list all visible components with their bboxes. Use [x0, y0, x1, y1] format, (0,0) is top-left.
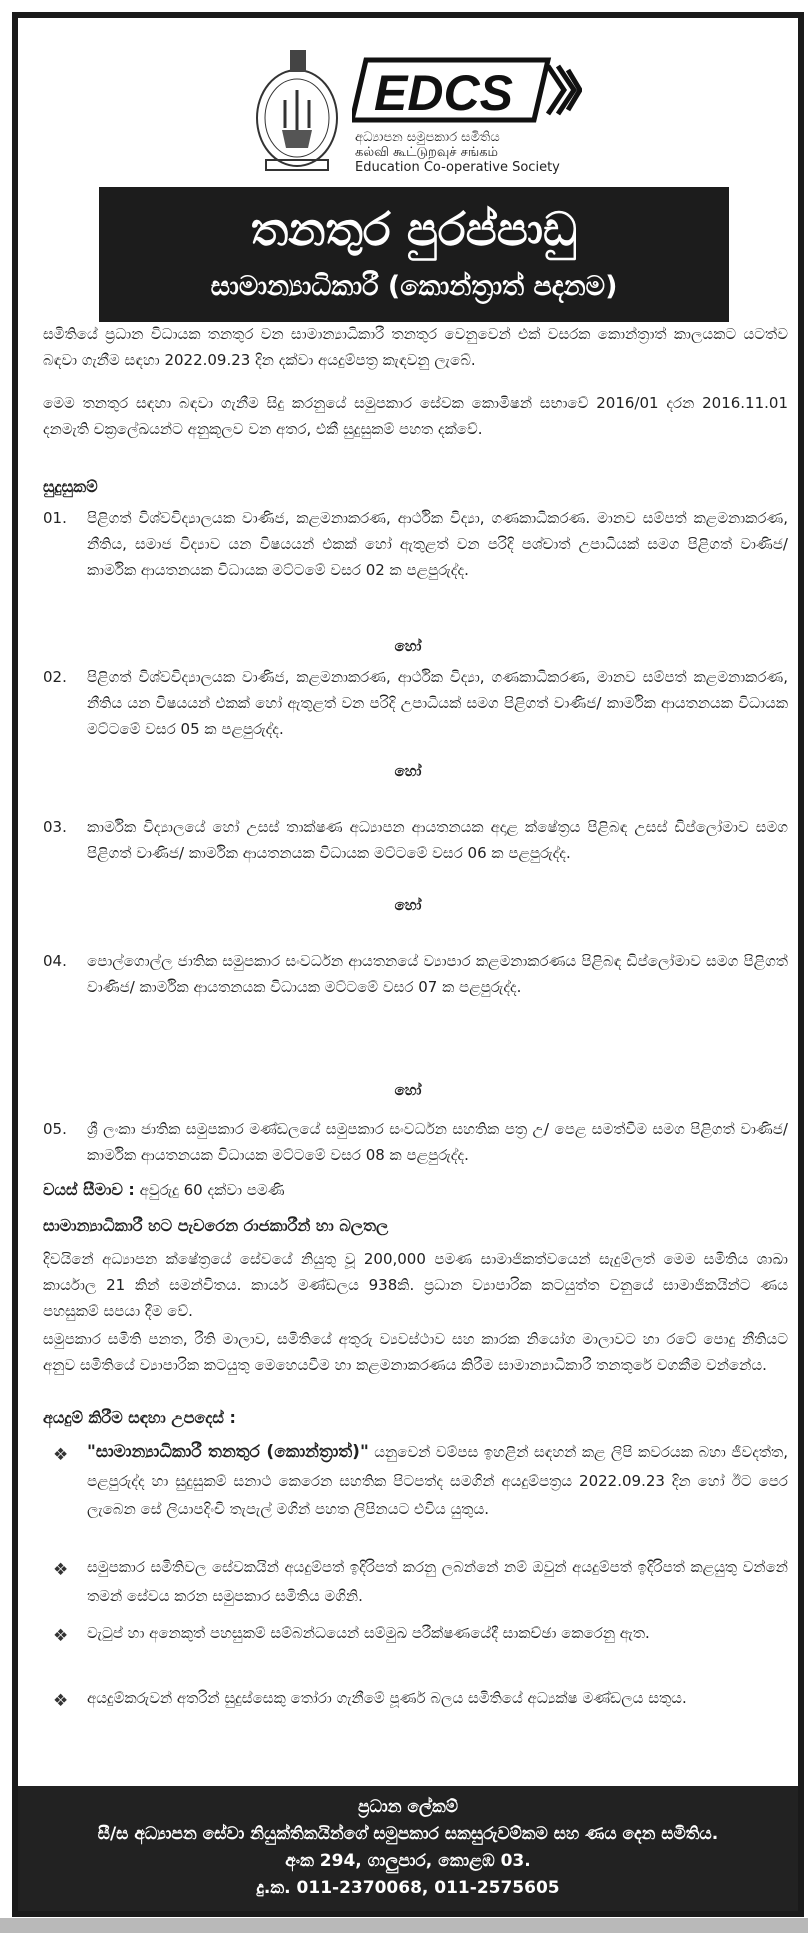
or-separator: හෝ — [394, 896, 422, 914]
org-name-sinhala: අධ්‍යාපන සමුපකාර සමිතිය — [355, 130, 500, 145]
intro-paragraph-1: සමිතියේ ප්‍රධාන විධායක තනතුර වන සාමාන්‍යාධිකාරී තනතුර වෙනුවෙන් එක් වසරක කොන්ත්‍රාත් කාලයකට යටත්ව බඳවා ගැනීම සඳහා 2022.09.23 දින දක්වා අයදුම්පත්‍ර කැඳවනු ලැබේ. — [43, 325, 788, 369]
signatory-title: ප්‍රධාන ලේකම් — [358, 1797, 458, 1817]
org-name-tamil: கல்வி கூட்டுறவுச் சங்கம் — [355, 145, 498, 160]
diamond-bullet-icon: ❖ — [53, 1445, 69, 1465]
page-title: තනතුර පුරප්පාඩු — [250, 202, 578, 256]
item-text: කාර්මික විද්‍යාලයේ හෝ උසස් තාක්ෂණ අධ්‍යාපන ආයතනයක අදාළ ක්ෂේත්‍රය පිළිබඳ උසස් ඩිප්ලෝමාව සමග පිළිගත් වාණිජ/ කාර්මික ආයතනයක විධායක මට්ටමේ වසර 06 ක පළපුරුද්ද. — [87, 818, 788, 862]
title-banner — [99, 187, 729, 322]
qualification-item — [43, 505, 788, 583]
duties-paragraph-2: සමුපකාර සමිති පනත, රීති මාලාව, සමිතියේ අතුරු ව්‍යවස්ථාව සහ කාරක නියෝග මාලාවට හා රටේ පොදු නීතියට අනුව සමිතියේ ව්‍යාපාරික කටයුතු මෙහෙයවීම හා කළමනාකරණය කිරීම සාමාන්‍යාධිකාරී තනතුරේ වගකීම වන්නේය. — [43, 1330, 788, 1374]
advertisement — [12, 12, 804, 1917]
or-separator: හෝ — [394, 637, 422, 655]
instruction-text: අයදුම්කරුවන් අතරින් සුදුස්සෙකු තෝරා ගැනීමේ පූර්ණ බලය සමිතියේ අධ්‍යක්ෂ මණ්ඩලය සතුය. — [87, 1689, 687, 1707]
item-number: 04. — [43, 952, 67, 970]
instruction-item — [43, 1553, 788, 1610]
instruction-item — [43, 1438, 788, 1524]
item-number: 02. — [43, 668, 67, 686]
footer-address: අංක 294, ගාලුපාර, කොළඹ 03. — [285, 1851, 531, 1871]
diamond-bullet-icon: ❖ — [53, 1691, 69, 1711]
org-name-english: Education Co-operative Society — [355, 160, 560, 175]
bottom-band — [0, 1918, 808, 1933]
diamond-bullet-icon: ❖ — [53, 1560, 69, 1580]
item-number: 03. — [43, 818, 67, 836]
instruction-item — [43, 1684, 788, 1713]
qualifications-heading: සුදුසුකම් — [43, 477, 98, 496]
age-limit — [43, 1177, 788, 1203]
page-subtitle: සාමාන්‍යාධිකාරී (කොන්ත්‍රාත් පදනම) — [210, 271, 618, 302]
instruction-text: සමුපකාර සමිතිවල සේවකයින් අයදුම්පත් ඉදිරිපත් කරනු ලබන්නේ නම් ඔවුන් අයදුම්පත් ඉදිරිපත් කළයුතු වන්නේ තමන් සේවය කරන සමුපකාර සමිතිය මගිනි. — [87, 1558, 788, 1605]
duties-paragraph-1: දිවයිනේ අධ්‍යාපන ක්ෂේත්‍රයේ සේවයේ නියුතු වූ 200,000 පමණ සාමාජිකත්වයෙන් සැදුම්ලත් මෙම සමිතිය ශාඛා කාර්යාල 21 කින් සමන්විතය. කාර්ය මණ්ඩලය 938කි. ප්‍රධාන ව්‍යාපාරික කටයුත්ත වනුයේ සාමාජිකයින්ට ණය පහසුකම් සපයා දීම වේ. — [43, 1250, 788, 1320]
item-text: ශ්‍රී ලංකා ජාතික සමුපකාර මණ්ඩලයේ සමුපකාර සංවර්ධන සහතික පත්‍ර උ/ පෙළ සමත්වීම සමග පිළිගත් වාණිජ/ කාර්මික ආයතනයක විධායක මට්ටමේ වසර 08 ක පළපුරුද්ද. — [87, 1120, 788, 1164]
edcs-logo — [352, 56, 582, 124]
or-separator: හෝ — [394, 762, 422, 780]
intro-paragraph-2: මෙම තනතුර සඳහා බඳවා ගැනීම සිදු කරනුයේ සමුපකාර සේවක කොමිෂන් සභාවේ 2016/01 දරන 2016.11.01 දනමැති චක්‍රලේඛයන්ට අනුකූලව වන අතර, එකී සුදුසුකම් පහත දක්වේ. — [43, 394, 788, 438]
instruction-item — [43, 1619, 788, 1648]
item-text: පිළිගත් විශ්වවිද්‍යාලයක වාණිජ, කළමනාකරණ, ආර්ථික විද්‍යා, ගණකාධිකරණ. මානව සම්පත් කළමනාකරණ, නීතිය, සමාජ විද්‍යාව යන විෂයයන් එකක් හෝ ඇතුළත් වන පරිදි පශ්චාත් උපාධියක් සමග පිළිගත් වාණිජ/ කාර්මික ආයතනයක විධායක මට්ටමේ වසර 02 ක පළපුරුද්ද. — [87, 509, 788, 579]
footer-organization: සී/ස අධ්‍යාපන සේවා නියුක්තිකයින්ගේ සමුපකාර සකසුරුවම්කම සහ ණය දෙන සමිතිය. — [97, 1824, 719, 1844]
diamond-bullet-icon: ❖ — [53, 1626, 69, 1646]
item-number: 05. — [43, 1120, 67, 1138]
or-separator: හෝ — [394, 1081, 422, 1099]
qualification-item — [43, 664, 788, 742]
item-text: පිළිගත් විශ්වවිද්‍යාලයක වාණිජ, කළමනාකරණ, ආර්ථික විද්‍යා, ගණකාධිකරණ, මානව සම්පත් කළමනාකරණ, නීතිය යන විෂයයන් එකක් හෝ ඇතුළත් වන පරිදි උපාධියක් සමග පිළිගත් වාණිජ/ කාර්මික ආයතනයක විධායක මට්ටමේ වසර 05 ක පළපුරුද්ද. — [87, 668, 788, 738]
advertisement-body — [18, 18, 798, 1786]
item-text: පොල්ගොල්ල ජාතික සමුපකාර සංවර්ධන ආයතනයේ ව්‍යාපාර කළමනාකරණය පිළිබඳ ඩිප්ලෝමාව සමග පිළිගත් වාණිජ/ කාර්මික ආයතනයක විධායක මට්ටමේ වසර 07 ක පළපුරුද්ද. — [87, 952, 788, 996]
government-emblem-icon — [252, 48, 342, 174]
age-limit-label: වයස් සීමාව : — [43, 1180, 135, 1199]
qualification-item — [43, 814, 788, 866]
instruction-bold-text: "සාමාන්‍යාධිකාරී තනතුර (කොන්ත්‍රාත්)" — [87, 1442, 369, 1462]
instructions-heading: අයදුම් කිරීම සඳහා උපදෙස් : — [43, 1408, 236, 1427]
instruction-text: යනුවෙන් වම්පස ඉහළින් සඳහන් කළ ලිපි කවරයක බහා ජීවදත්ත, පළපුරුද්ද හා සුදුසුකම් සනාථ කෙරෙන සහතික පිටපත්ද සමගින් අයදුම්පත්‍රය 2022.09.23 දින හෝ ඊට පෙර ලැබෙන සේ ලියාපදිංචි තැපැල් මගින් පහත ලිපිනයට එවිය යුතුය. — [87, 1443, 788, 1518]
organization-names — [355, 130, 560, 175]
duties-heading: සාමාන්‍යාධිකාරී හට පැවරෙන රාජකාරීන් හා බලතල — [43, 1216, 389, 1235]
contact-footer — [18, 1786, 798, 1911]
edcs-logo-text: EDCS — [374, 65, 513, 121]
qualification-item — [43, 1116, 788, 1168]
instruction-text: වැටුප් හා අනෙකුත් පහසුකම් සම්බන්ධයෙන් සම්මුඛ පරීක්ෂණයේදී සාකච්ඡා කෙරෙනු ඇත. — [87, 1624, 650, 1642]
qualification-item — [43, 948, 788, 1000]
item-number: 01. — [43, 509, 67, 527]
age-limit-value: අවුරුදු 60 දක්වා පමණි — [139, 1181, 285, 1199]
footer-phone: දු.ක. 011-2370068, 011-2575605 — [256, 1878, 560, 1898]
